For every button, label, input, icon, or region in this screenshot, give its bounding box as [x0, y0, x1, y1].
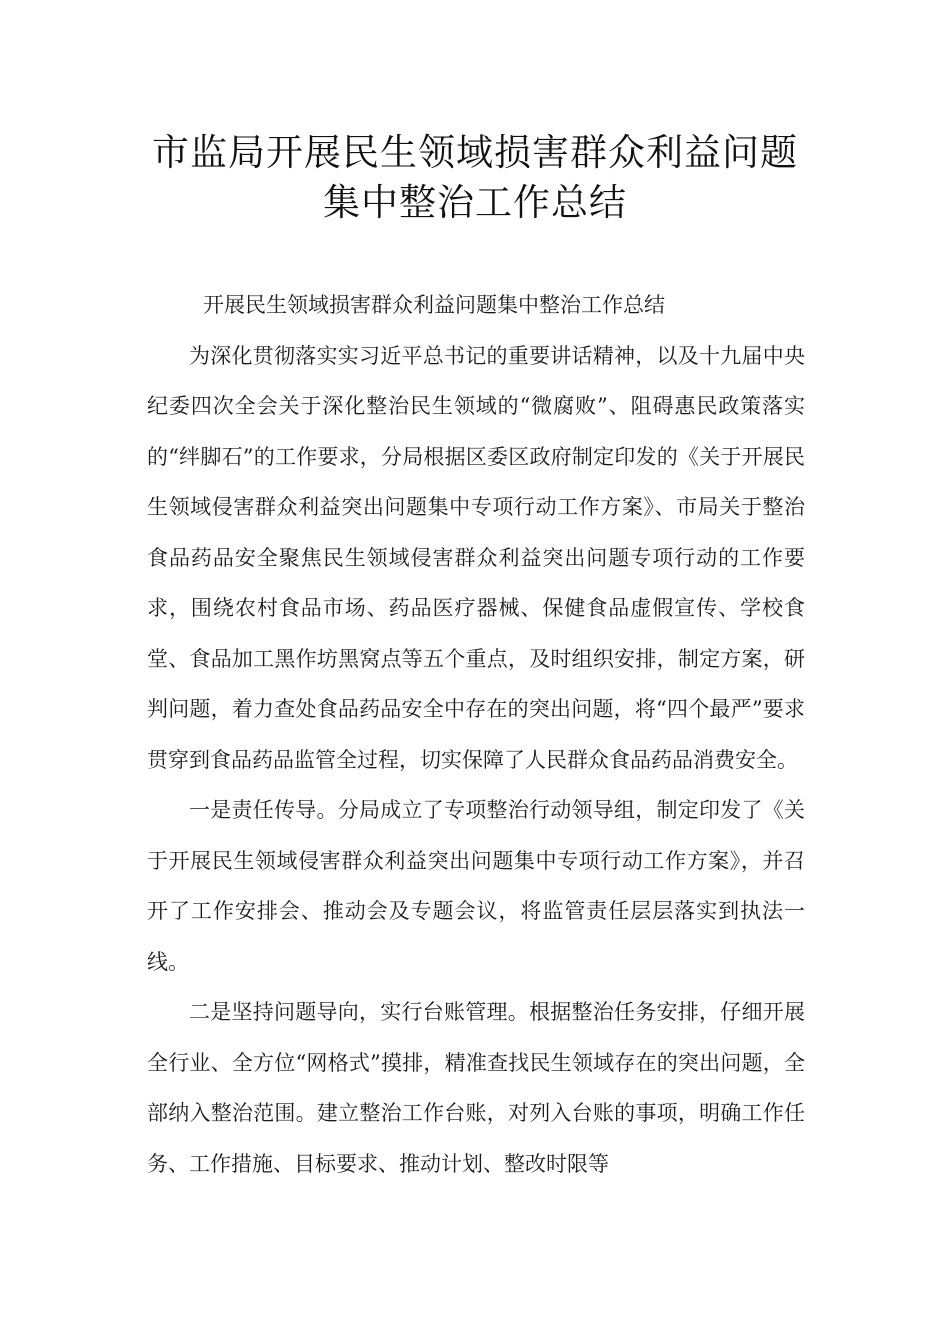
paragraph-problem-oriented: 二是坚持问题导向，实行台账管理。根据整治任务安排，仔细开展全行业、全方位“网格式”摸排，精准查找民生领域存在的突出问题，全部纳入整治范围。建立整治工作台账，对列入台账的事项，明确工作任务、工作措施、目标要求、推动计划、整改时限等 [147, 1000, 805, 1176]
document-title-line-2: 集中整治工作总结 [323, 181, 627, 224]
paragraph-intro: 为深化贯彻落实实习近平总书记的重要讲话精神，以及十九届中央纪委四次全会关于深化整治民生领域的“微腐败”、阻碍惠民政策落实的“绊脚石”的工作要求，分局根据区委区政府制定印发的《关于开展民生领域侵害群众利益突出问题集中专项行动工作方案》、市局关于整治食品药品安全聚焦民生领域侵害群众利益突出问题专项行动的工作要求，围绕农村食品市场、药品医疗器械、保健食品虚假宣传、学校食堂、食品加工黑作坊黑窝点等五个重点，及时组织安排，制定方案，研判问题，着力查处食品药品安全中存在的突出问题，将“四个最严”要求贯穿到食品药品监管全过程，切实保障了人民群众食品药品消费安全。 [147, 343, 805, 772]
document-title-line-1: 市监局开展民生领域损害群众利益问题 [152, 131, 798, 174]
document-title [100, 128, 850, 228]
document-body [147, 280, 805, 1189]
paragraph-responsibility: 一是责任传导。分局成立了专项整治行动领导组，制定印发了《关于开展民生领域侵害群众利益突出问题集中专项行动工作方案》，并召开了工作安排会、推动会及专题会议，将监管责任层层落实到执法一线。 [147, 798, 805, 974]
document-subtitle: 开展民生领域损害群众利益问题集中整治工作总结 [203, 293, 665, 317]
